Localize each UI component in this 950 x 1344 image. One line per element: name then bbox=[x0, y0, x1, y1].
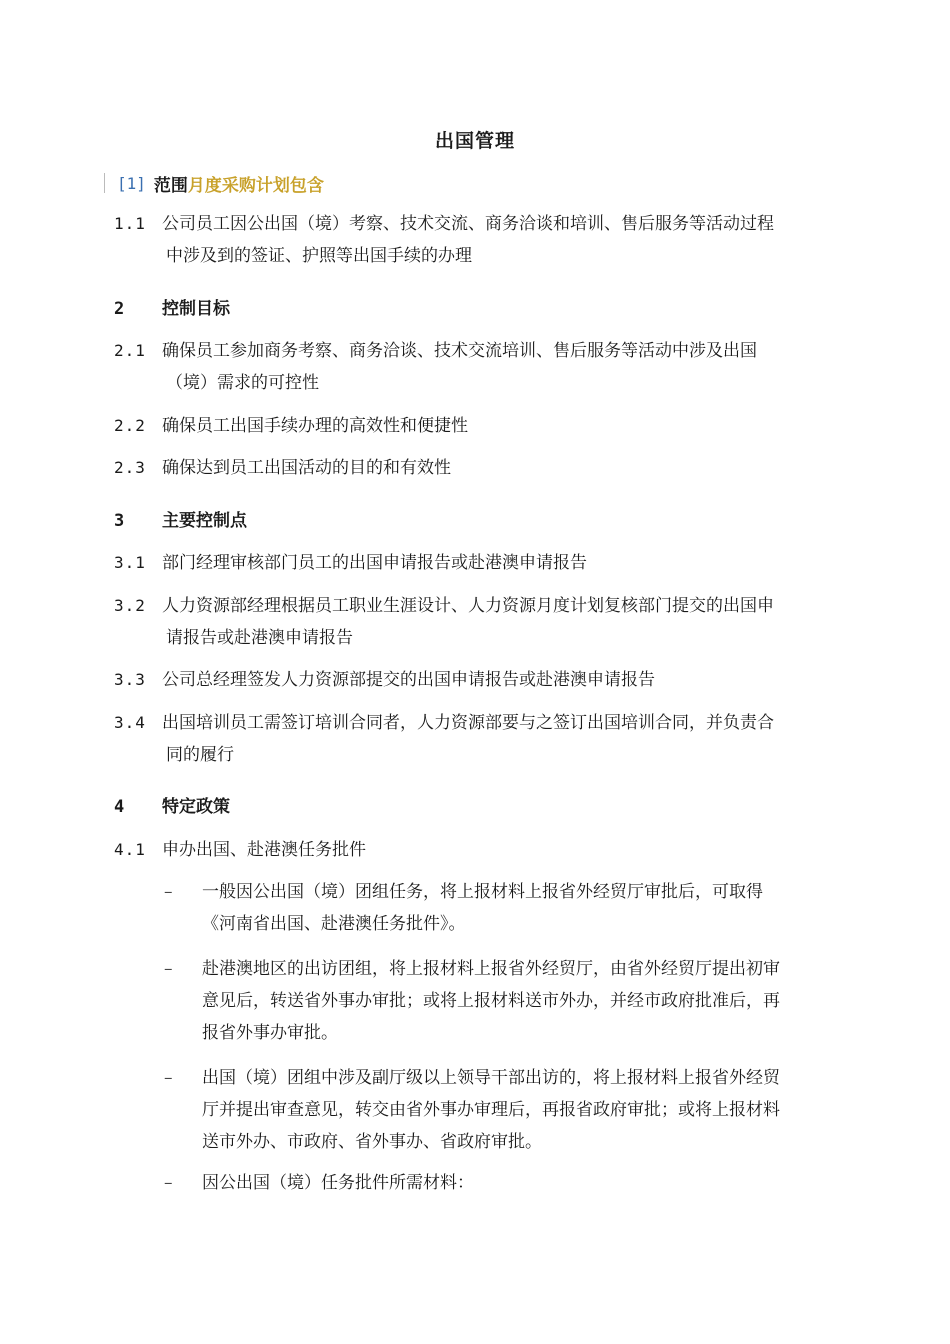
item-number: 1.1 bbox=[114, 214, 146, 233]
list-item bbox=[114, 834, 854, 866]
item-text-line: 中涉及到的签证、护照等出国手续的办理 bbox=[166, 246, 472, 266]
section-3-heading bbox=[114, 505, 247, 537]
item-number: 2.2 bbox=[114, 416, 146, 435]
bullet-item bbox=[164, 953, 854, 1049]
item-text-line: 确保员工参加商务考察、商务洽谈、技术交流培训、售后服务等活动中涉及出国 bbox=[162, 341, 757, 361]
section-number: 3 bbox=[114, 511, 125, 531]
item-text-line: 出国培训员工需签订培训合同者，人力资源部要与之签订出国培训合同，并负责合 bbox=[162, 713, 774, 733]
dash-marker: – bbox=[164, 959, 173, 979]
bullet-text-line: 送市外办、市政府、省外事办、省政府审批。 bbox=[202, 1132, 542, 1152]
item-text-line: 确保达到员工出国活动的目的和有效性 bbox=[162, 458, 451, 478]
bullet-text-line: 一般因公出国（境）团组任务，将上报材料上报省外经贸厅审批后，可取得 bbox=[202, 882, 763, 902]
bullet-text-line: 厅并提出审查意见，转交由省外事办审理后，再报省政府审批；或将上报材料 bbox=[202, 1100, 780, 1120]
item-text-line: 请报告或赴港澳申请报告 bbox=[166, 628, 353, 648]
section-2-heading bbox=[114, 293, 230, 325]
section-title: 控制目标 bbox=[162, 299, 230, 319]
bullet-text-line: 报省外事办审批。 bbox=[202, 1023, 338, 1043]
item-number: 3.3 bbox=[114, 670, 146, 689]
bullet-item bbox=[164, 1062, 854, 1158]
list-item bbox=[114, 410, 854, 442]
item-number: 3.2 bbox=[114, 596, 146, 615]
bullet-item bbox=[164, 1167, 854, 1199]
list-item bbox=[114, 590, 854, 654]
section-title: 主要控制点 bbox=[162, 511, 247, 531]
bullet-text-line: 意见后，转送省外事办审批；或将上报材料送市外办，并经市政府批准后，再 bbox=[202, 991, 780, 1011]
bullet-text-line: 因公出国（境）任务批件所需材料： bbox=[202, 1173, 474, 1193]
bullet-text-line: 赴港澳地区的出访团组，将上报材料上报省外经贸厅，由省外经贸厅提出初审 bbox=[202, 959, 780, 979]
item-text-line: 同的履行 bbox=[166, 745, 234, 765]
section-4-heading bbox=[114, 791, 230, 823]
item-text-line: 申办出国、赴港澳任务批件 bbox=[162, 840, 366, 860]
item-number: 4.1 bbox=[114, 840, 146, 859]
dash-marker: – bbox=[164, 1068, 173, 1088]
item-text-line: 人力资源部经理根据员工职业生涯设计、人力资源月度计划复核部门提交的出国申 bbox=[162, 596, 774, 616]
section-title: 特定政策 bbox=[162, 797, 230, 817]
section-1-heading bbox=[104, 170, 324, 196]
item-number: 3.4 bbox=[114, 713, 146, 732]
item-text-line: 公司总经理签发人力资源部提交的出国申请报告或赴港澳申请报告 bbox=[162, 670, 655, 690]
item-number: 3.1 bbox=[114, 553, 146, 572]
list-item bbox=[114, 208, 854, 272]
bullet-text-line: 出国（境）团组中涉及副厅级以上领导干部出访的，将上报材料上报省外经贸 bbox=[202, 1068, 780, 1088]
section-number: 4 bbox=[114, 797, 125, 817]
item-number: 2.3 bbox=[114, 458, 146, 477]
dash-marker: – bbox=[164, 1173, 173, 1193]
bullet-text-line: 《河南省出国、赴港澳任务批件》。 bbox=[202, 914, 466, 934]
page-title: 出国管理 bbox=[434, 130, 515, 152]
item-text-line: 公司员工因公出国（境）考察、技术交流、商务洽谈和培训、售后服务等活动过程 bbox=[162, 214, 774, 234]
list-item bbox=[114, 547, 854, 579]
heading-marker bbox=[104, 173, 105, 193]
list-item bbox=[114, 707, 854, 771]
dash-marker: – bbox=[164, 882, 173, 902]
list-item bbox=[114, 452, 854, 484]
item-number: 2.1 bbox=[114, 341, 146, 360]
list-item bbox=[114, 664, 854, 696]
section-title: 范围 bbox=[153, 175, 188, 196]
list-item bbox=[114, 335, 854, 399]
item-text-line: 部门经理审核部门员工的出国申请报告或赴港澳申请报告 bbox=[162, 553, 587, 573]
highlighted-note: 月度采购计划包含 bbox=[187, 175, 324, 196]
section-number: 2 bbox=[114, 299, 125, 319]
section-number: [1] bbox=[117, 173, 146, 193]
bullet-item bbox=[164, 876, 854, 940]
item-text-line: 确保员工出国手续办理的高效性和便捷性 bbox=[162, 416, 468, 436]
item-text-line: （境）需求的可控性 bbox=[166, 373, 319, 393]
